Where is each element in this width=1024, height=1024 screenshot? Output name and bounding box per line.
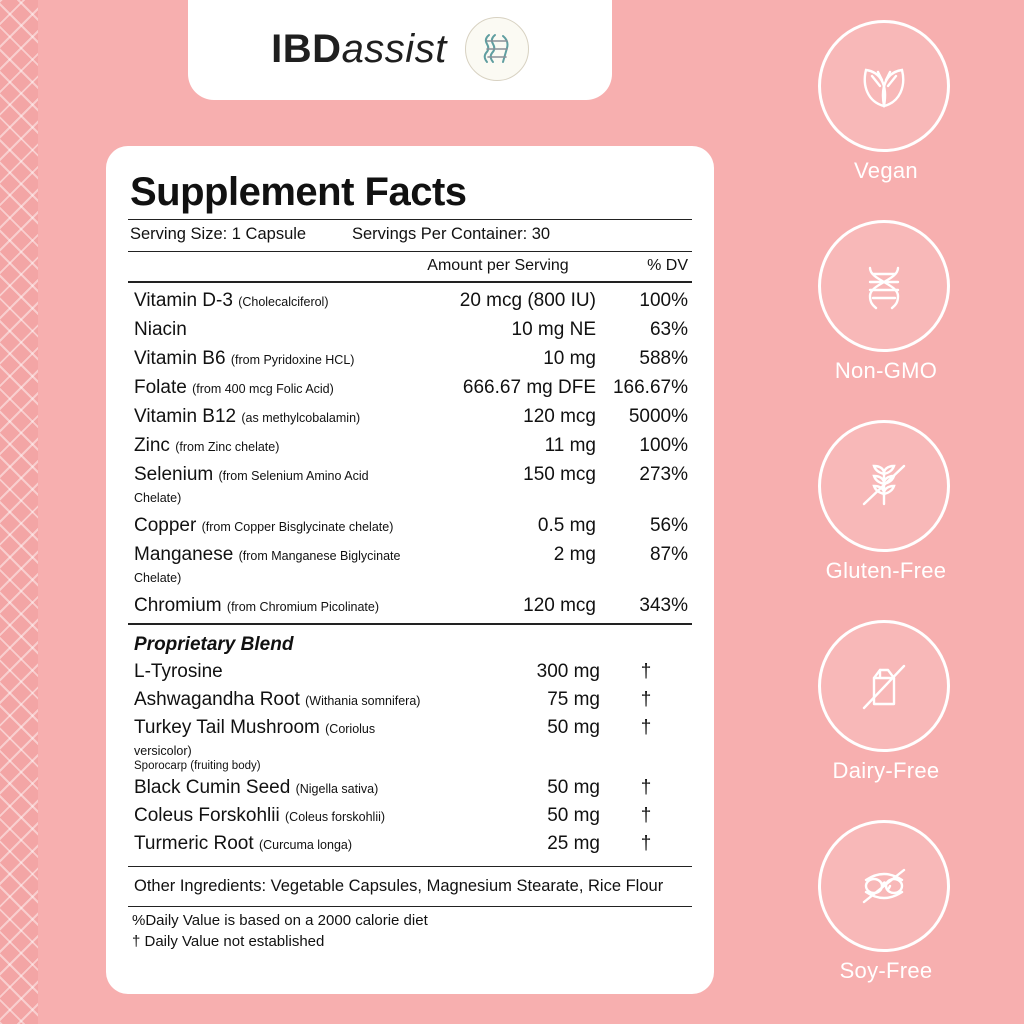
servings-per-container: Servings Per Container: 30	[352, 225, 551, 243]
nutrient-label: Vitamin D-3	[134, 289, 233, 311]
nutrient-daily-value: 273%	[639, 463, 688, 485]
nutrient-name	[134, 348, 416, 370]
nutrient-amount: 2 mg	[553, 543, 596, 565]
badge-gluten-free	[818, 420, 954, 584]
nutrient-daily-value: 588%	[639, 347, 688, 369]
blend-ingredient-daily-value: †	[640, 661, 652, 682]
badge-dairy-free	[818, 620, 954, 784]
nutrient-label: Vitamin B6	[134, 347, 226, 369]
table-row	[128, 714, 692, 764]
blend-ingredient-daily-value: †	[640, 833, 652, 854]
nutrient-source: (from 400 mcg Folic Acid)	[192, 381, 334, 396]
nutrient-daily-value: 56%	[649, 514, 688, 536]
serving-info	[128, 223, 692, 248]
nutrient-source: (from Copper Bisglycinate chelate)	[201, 519, 394, 534]
blend-ingredient-name	[134, 661, 430, 683]
nutrient-daily-value: 5000%	[628, 405, 688, 427]
nutrient-source: (from Selenium Amino Acid Chelate)	[134, 468, 369, 505]
badge-label: Gluten-Free	[825, 558, 947, 583]
blend-ingredient-source: (Withania somnifera)	[305, 694, 421, 708]
serving-size: Serving Size: 1 Capsule	[130, 225, 307, 243]
badge-non-gmo	[818, 220, 954, 384]
blend-ingredient-name	[134, 717, 430, 761]
table-row	[128, 315, 692, 344]
nutrient-name	[134, 544, 416, 588]
nutrient-name	[134, 377, 416, 399]
footnote-daily-value: %Daily Value is based on a 2000 calorie diet	[132, 912, 428, 929]
nutrient-table	[128, 286, 692, 620]
nutrient-label: Selenium	[134, 463, 214, 485]
nutrient-amount: 120 mcg	[523, 594, 596, 616]
blend-ingredient-amount: 300 mg	[536, 661, 600, 682]
blend-ingredient-label: Turkey Tail Mushroom	[134, 717, 320, 738]
brand-header	[188, 0, 612, 100]
table-row	[128, 286, 692, 315]
table-row	[128, 658, 692, 686]
nutrient-source: (Cholecalciferol)	[238, 294, 329, 309]
table-row	[128, 511, 692, 540]
nutrient-amount: 11 mg	[544, 434, 596, 456]
divider	[128, 906, 692, 907]
nutrient-label: Niacin	[134, 318, 187, 340]
blend-ingredient-name	[134, 777, 430, 799]
proprietary-blend-table	[128, 658, 692, 858]
blend-ingredient-amount: 50 mg	[547, 777, 600, 798]
badge-vegan	[818, 20, 954, 184]
blend-ingredient-amount: 75 mg	[547, 689, 600, 710]
table-row	[128, 402, 692, 431]
leaves-icon	[818, 20, 950, 152]
table-row	[128, 431, 692, 460]
nutrient-name	[134, 319, 416, 341]
nutrient-daily-value: 343%	[639, 594, 688, 616]
certification-badges	[774, 0, 1024, 1024]
nutrient-label: Vitamin B12	[134, 405, 237, 427]
nutrient-amount: 20 mcg (800 IU)	[459, 289, 596, 311]
table-row	[128, 591, 692, 620]
blend-ingredient-amount: 50 mg	[547, 717, 600, 738]
nutrient-amount: 10 mg	[543, 347, 596, 369]
nutrient-amount: 10 mg NE	[511, 318, 596, 340]
nutrient-name	[134, 464, 416, 508]
blend-ingredient-amount: 25 mg	[547, 833, 600, 854]
nutrient-source: (from Zinc chelate)	[175, 439, 280, 454]
badge-label: Soy-Free	[839, 958, 933, 983]
divider	[128, 281, 692, 283]
table-header	[128, 255, 692, 278]
brand-name-bold: IBD	[271, 26, 342, 71]
blend-ingredient-label: Black Cumin Seed	[134, 777, 291, 798]
nutrient-amount: 0.5 mg	[537, 514, 596, 536]
nutrient-source: (from Pyridoxine HCL)	[230, 352, 355, 367]
blend-ingredient-source: (Nigella sativa)	[295, 782, 379, 796]
table-row	[128, 802, 692, 830]
nutrient-name	[134, 595, 416, 617]
nutrient-daily-value: 100%	[639, 289, 688, 311]
divider	[128, 623, 692, 625]
brand-name-italic: assist	[341, 26, 447, 71]
nutrient-label: Chromium	[134, 594, 222, 616]
nutrient-amount: 150 mcg	[523, 463, 596, 485]
supplement-facts-panel	[106, 146, 714, 994]
nutrient-daily-value: 87%	[649, 543, 688, 565]
blend-ingredient-label: Ashwagandha Root	[134, 689, 300, 710]
blend-ingredient-label: Turmeric Root	[134, 833, 254, 854]
blend-ingredient-amount: 50 mg	[547, 805, 600, 826]
nutrient-amount: 666.67 mg DFE	[462, 376, 596, 398]
footnote-dagger: † Daily Value not established	[132, 933, 325, 951]
divider	[128, 219, 692, 220]
nutrient-label: Copper	[134, 514, 197, 536]
column-header-dv: % DV	[647, 257, 688, 274]
nutrient-name	[134, 515, 416, 537]
column-header-amount: Amount per Serving	[427, 257, 569, 274]
nutrient-label: Zinc	[134, 434, 170, 456]
blend-ingredient-source: (Curcuma longa)	[258, 838, 353, 852]
badge-soy-free	[818, 820, 954, 984]
badge-label: Dairy-Free	[832, 758, 940, 783]
blend-ingredient-name	[134, 805, 430, 827]
table-row	[128, 540, 692, 591]
blend-ingredient-label: L-Tyrosine	[134, 661, 223, 682]
decorative-left-pattern	[0, 0, 38, 1024]
blend-ingredient-subtext: Sporocarp (fruiting body)	[134, 760, 261, 772]
nutrient-name	[134, 435, 416, 457]
nutrient-label: Folate	[134, 376, 187, 398]
nutrient-daily-value: 166.67%	[612, 376, 688, 398]
wheat-crossed-icon	[818, 420, 950, 552]
badge-label: Vegan	[854, 158, 918, 183]
table-row	[128, 830, 692, 858]
divider	[128, 866, 692, 867]
proprietary-blend-title: Proprietary Blend	[134, 634, 294, 655]
blend-ingredient-daily-value: †	[640, 805, 652, 826]
blend-ingredient-source: (Coriolus versicolor)	[134, 722, 376, 758]
table-row	[128, 460, 692, 511]
nutrient-label: Manganese	[134, 543, 234, 565]
nutrient-daily-value: 100%	[639, 434, 688, 456]
divider	[128, 251, 692, 252]
brand-name	[271, 27, 447, 72]
blend-ingredient-daily-value: †	[640, 689, 652, 710]
blend-ingredient-daily-value: †	[640, 777, 652, 798]
nutrient-source: (as methylcobalamin)	[241, 410, 361, 425]
blend-ingredient-name	[134, 833, 430, 855]
nutrient-daily-value: 63%	[649, 318, 688, 340]
nutrient-amount: 120 mcg	[523, 405, 596, 427]
blend-ingredient-source: (Coleus forskohlii)	[285, 810, 386, 824]
nutrient-name	[134, 290, 416, 312]
blend-ingredient-name	[134, 689, 430, 711]
nutrient-source: (from Chromium Picolinate)	[226, 599, 380, 614]
table-row	[128, 686, 692, 714]
badge-label: Non-GMO	[834, 358, 938, 383]
dna-icon	[818, 220, 950, 352]
milk-carton-crossed-icon	[818, 620, 950, 752]
table-row	[128, 774, 692, 802]
table-row	[128, 373, 692, 402]
intestine-icon	[465, 17, 529, 81]
table-row	[128, 344, 692, 373]
other-ingredients: Other Ingredients: Vegetable Capsules, Magnesium Stearate, Rice Flour	[134, 877, 664, 895]
page-title: Supplement Facts	[130, 170, 467, 214]
blend-ingredient-label: Coleus Forskohlii	[134, 805, 280, 826]
nutrient-source: (from Manganese Biglycinate Chelate)	[134, 548, 401, 585]
soy-beans-crossed-icon	[818, 820, 950, 952]
nutrient-name	[134, 406, 416, 428]
blend-ingredient-daily-value: †	[640, 717, 652, 738]
